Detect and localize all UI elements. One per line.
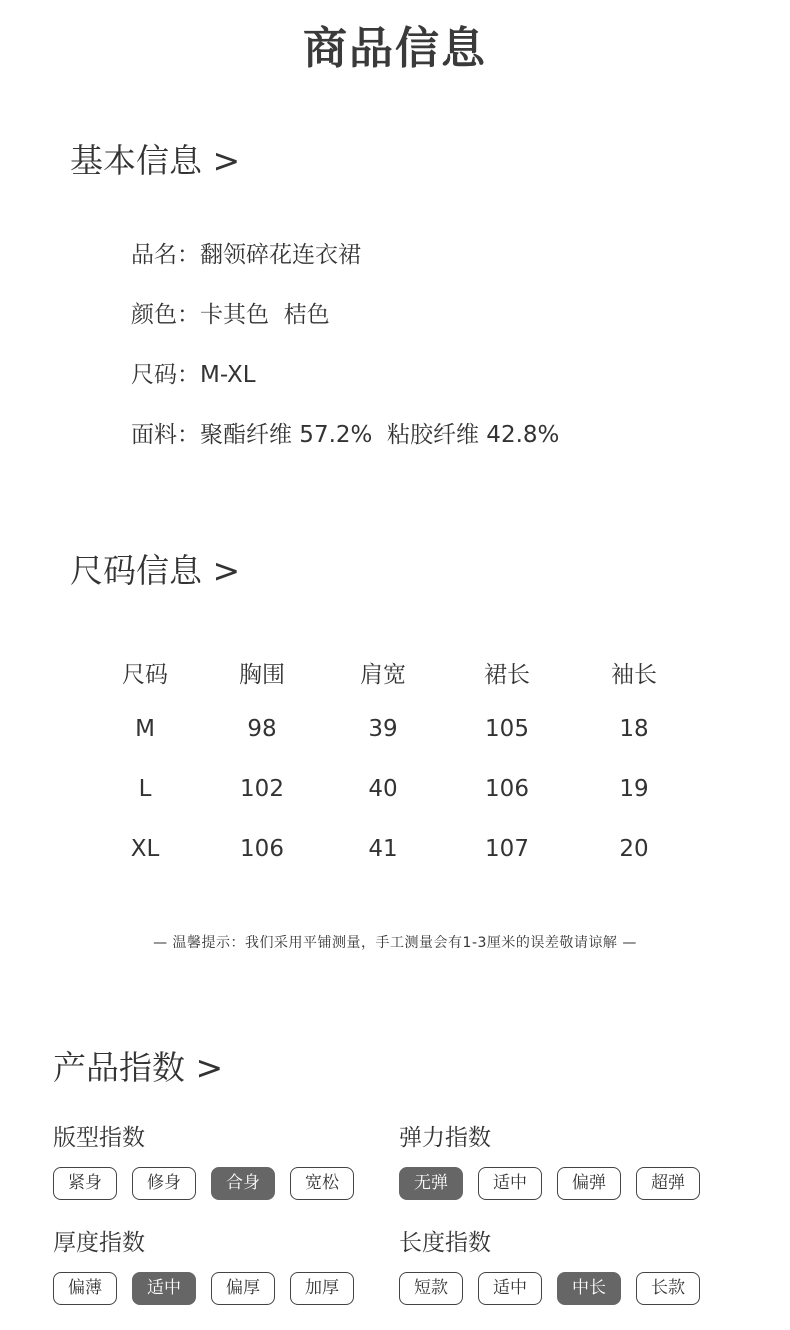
- size-table-header: 袖长: [611, 662, 657, 688]
- size-table-cell: 98: [247, 716, 277, 742]
- fit-index-label: 版型指数: [53, 1125, 145, 1151]
- fit-option-chip[interactable]: 修身: [132, 1167, 196, 1200]
- length-option-chip[interactable]: 中长: [557, 1272, 621, 1305]
- elasticity-option-chip[interactable]: 超弹: [636, 1167, 700, 1200]
- size-table-cell: 107: [485, 836, 529, 862]
- size-table-cell: 106: [240, 836, 284, 862]
- info-value: 卡其色 桔色: [200, 302, 330, 328]
- size-table-header: 肩宽: [360, 662, 406, 688]
- info-row-size: [131, 356, 256, 389]
- size-table-cell: 105: [485, 716, 529, 742]
- basic-info-title: 基本信息 >: [70, 141, 241, 180]
- size-table-cell: M: [135, 716, 155, 742]
- size-table-cell: 106: [485, 776, 529, 802]
- product-index-title: 产品指数 >: [53, 1048, 224, 1087]
- fit-option-chip[interactable]: 合身: [211, 1167, 275, 1200]
- length-index-label: 长度指数: [399, 1230, 491, 1256]
- thickness-option-chip[interactable]: 偏厚: [211, 1272, 275, 1305]
- info-value: 翻领碎花连衣裙: [200, 242, 361, 268]
- size-table-cell: 19: [619, 776, 649, 802]
- info-label: 颜色：: [131, 302, 200, 328]
- thickness-option-chip[interactable]: 加厚: [290, 1272, 354, 1305]
- size-table-cell: 41: [368, 836, 398, 862]
- elasticity-option-chip[interactable]: 无弹: [399, 1167, 463, 1200]
- length-option-chip[interactable]: 适中: [478, 1272, 542, 1305]
- page-title: 商品信息: [303, 23, 487, 74]
- info-row-color: [131, 296, 330, 329]
- info-label: 面料：: [131, 422, 200, 448]
- size-table-cell: L: [138, 776, 152, 802]
- info-row-name: [131, 236, 361, 269]
- elasticity-option-chip[interactable]: 适中: [478, 1167, 542, 1200]
- measurement-tip: — 温馨提示：我们采用平铺测量，手工测量会有1-3厘米的误差敬请谅解 —: [153, 935, 637, 951]
- fit-option-chip[interactable]: 紧身: [53, 1167, 117, 1200]
- elasticity-index-label: 弹力指数: [399, 1125, 491, 1151]
- size-table-cell: XL: [130, 836, 160, 862]
- size-table-cell: 39: [368, 716, 398, 742]
- thickness-option-chip[interactable]: 适中: [132, 1272, 196, 1305]
- length-option-chip[interactable]: 长款: [636, 1272, 700, 1305]
- size-info-title: 尺码信息 >: [70, 551, 241, 590]
- elasticity-option-chip[interactable]: 偏弹: [557, 1167, 621, 1200]
- thickness-option-chip[interactable]: 偏薄: [53, 1272, 117, 1305]
- size-table-header: 裙长: [484, 662, 530, 688]
- thickness-index-label: 厚度指数: [53, 1230, 145, 1256]
- info-value: 聚酯纤维 57.2% 粘胶纤维 42.8%: [200, 422, 560, 448]
- size-table-header: 胸围: [239, 662, 285, 688]
- length-option-chip[interactable]: 短款: [399, 1272, 463, 1305]
- info-value: M-XL: [200, 362, 256, 388]
- size-table-cell: 102: [240, 776, 284, 802]
- fit-option-chip[interactable]: 宽松: [290, 1167, 354, 1200]
- size-table-cell: 18: [619, 716, 649, 742]
- size-table-header: 尺码: [122, 662, 168, 688]
- size-table-cell: 20: [619, 836, 649, 862]
- size-table-cell: 40: [368, 776, 398, 802]
- info-row-fabric: [131, 416, 559, 449]
- info-label: 尺码：: [131, 362, 200, 388]
- info-label: 品名：: [131, 242, 200, 268]
